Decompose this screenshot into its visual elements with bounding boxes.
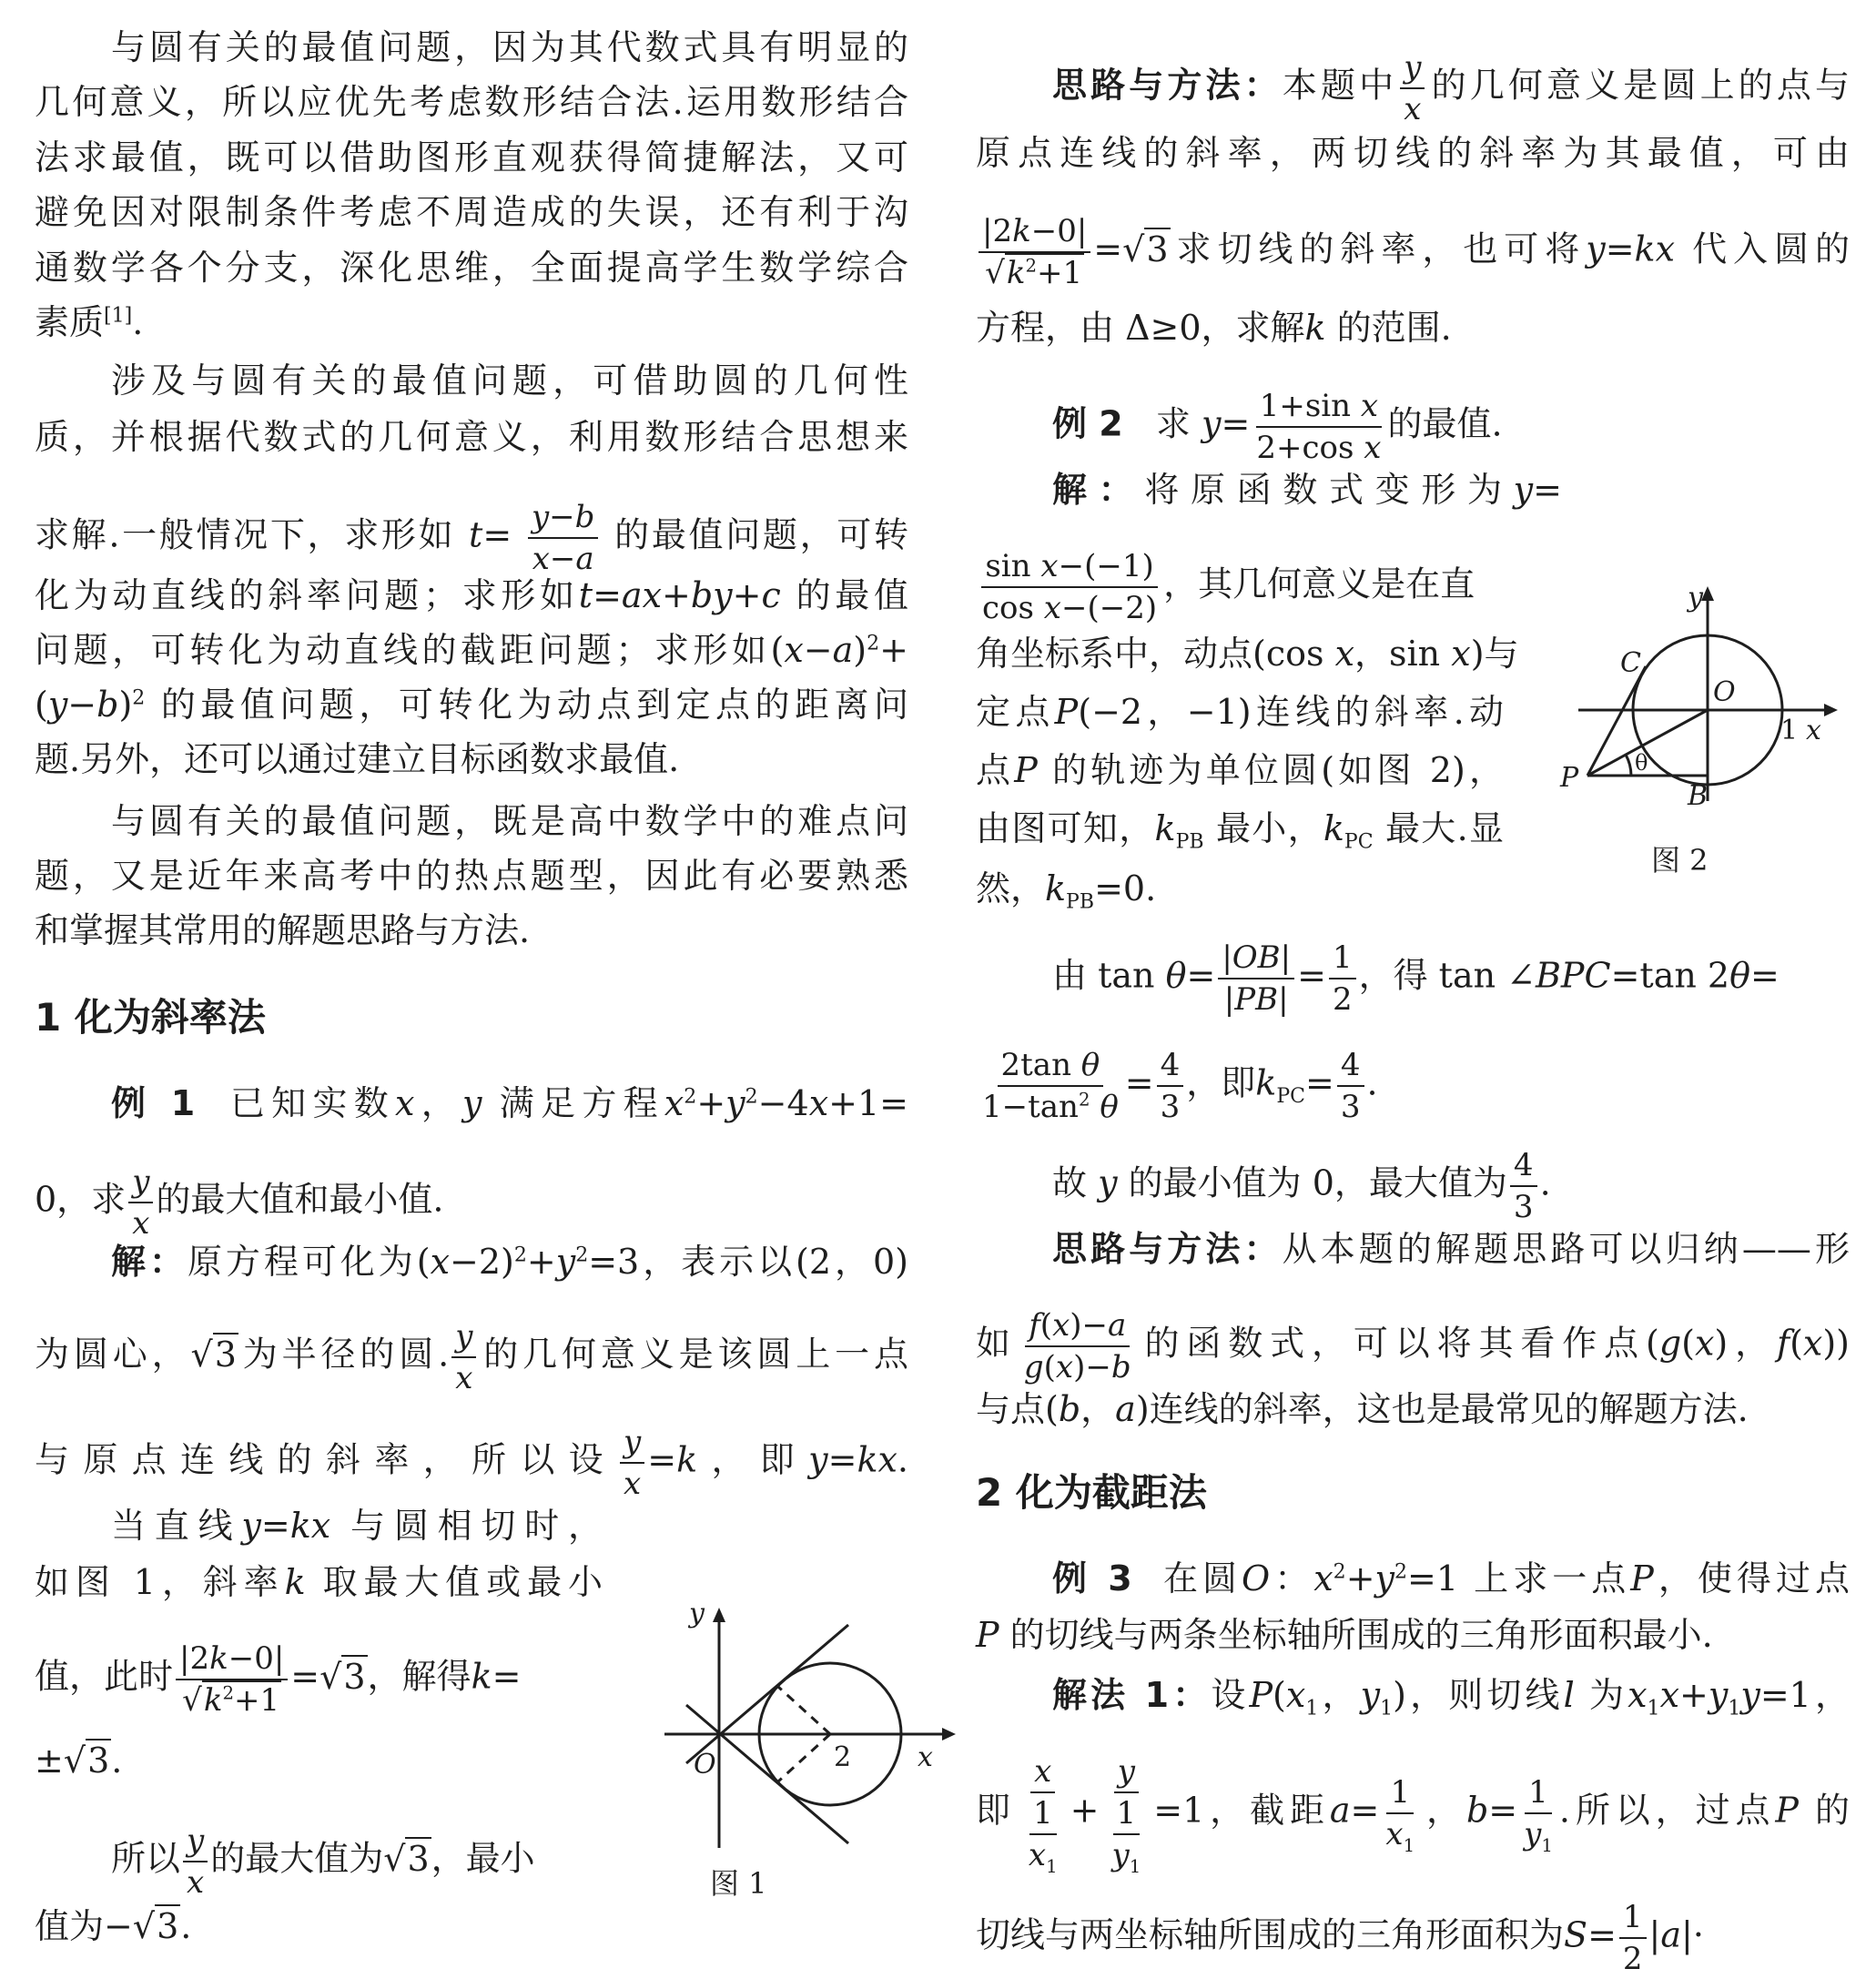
text-line: 由图可知，$k_{PB}$ 最小，$k_{PC}$ 最大.显 [976,808,1504,854]
text-line: $\frac{\text{2tan θ}}{1-\tan^2 \theta}$ = $\frac{4}{3}$ ，即$k_{PC}=$ $\frac{4}{3}$ . [976,1045,1378,1092]
tangent-line-upper [686,1625,848,1763]
y-axis-arrow [713,1608,725,1622]
fraction: $\frac{y}{x}$ [128,1162,153,1243]
citation: [1] [104,304,133,328]
fraction: $\frac{y}{x}$ [183,1821,208,1903]
text-line: 切线与两坐标轴所围成的三角形面积为S= $\frac{1}{2}$ |a|· [976,1899,1704,1977]
text-line: 所以 $\frac{y}{x}$ 的最大值为√3，最小 [111,1822,535,1901]
example-label: 例 3 [1052,1558,1132,1598]
fraction: $\frac{\text{1+sin x}}{\text{2+cos x}}$ [1256,388,1382,466]
fraction: $\frac{y}{x}$ [451,1316,476,1398]
fig2-label-o: O [1713,676,1736,708]
radius-upper [778,1687,830,1734]
x-axis-arrow [1824,704,1838,716]
fig1-label-2: 2 [834,1741,852,1773]
text-line: 定点P(−2，−1)连线的斜率.动 [976,692,1504,732]
text-line: 0，求 $\frac{y}{x}$ 的最大值和最小值. [35,1163,444,1242]
text-line: 与点(b，a)连线的斜率，这也是最常见的解题方法. [976,1389,1749,1429]
text-line: 与圆有关的最值问题，既是高中数学中的难点问 [111,801,908,841]
fraction: $\frac{|2k-0|}{√k^2+1}$ [979,211,1090,293]
text-line: P 的切线与两条坐标轴所围成的三角形面积最小. [976,1615,1713,1655]
text-line: 当直线y=kx 与圆相切时， [111,1506,603,1546]
text-line: $(y-b)^2$ 的最值问题，可转化为动点到定点的距离问 [35,685,908,725]
text-line: 素质[1]. [35,302,144,342]
y-axis-arrow [1701,586,1714,601]
fig2-label-b: B [1688,780,1709,812]
fraction: $\frac{y}{x}$ [1400,47,1425,129]
text-line: 求解.一般情况下，求形如 t= $\frac{y-b}{x-a}$ 的最值问题，可转 [35,499,908,577]
text-line: 例 3 在圆O：$x^2+y^2=1$ 上求一点P，使得过点 [1052,1558,1850,1598]
example-label: 例 1 [111,1083,196,1123]
text-line: 避免因对限制条件考虑不周造成的失误，还有利于沟 [35,192,908,232]
fraction: $\frac{f(x)-a}{g(x)-b}$ [1023,1307,1131,1385]
figure-2 [1551,583,1842,819]
text-line: 与原点连线的斜率，所以设 $\frac{y}{x}$ =k，即y=kx. [35,1424,908,1502]
text-line: 点P 的轨迹为单位圆(如图 2)， [976,750,1504,790]
text-line: 思路与方法：从本题的解题思路可以归纳——形 [1052,1229,1850,1269]
fraction: $\frac{x}{\frac{1}{x_1}}$ [1028,1753,1058,1877]
fig2-label-p: P [1560,762,1579,794]
text-line: 如 $\frac{f(x)-a}{g(x)-b}$ 的函数式，可以将其看作点(g(x)，f(x)) [976,1307,1850,1385]
text-line: 法求最值，既可以借助图形直观获得简捷解法，又可 [35,137,908,178]
fraction: $\frac{4}{3}$ [1510,1145,1537,1227]
text-line: 化为动直线的斜率问题；求形如t=ax+by+c 的最值 [35,575,908,615]
text-line: 例 1 已知实数x，y 满足方程$x^2+y^2-4x+1=$ [111,1083,908,1123]
fig2-label-y: y [1688,583,1703,614]
text-line: $\frac{|2k-0|}{√k^2+1}$ =√3求切线的斜率，也可将y=kx 代入圆的 [976,211,1850,259]
text-line: 如图 1，斜率k 取最大值或最小 [35,1562,603,1602]
text-line: 通数学各个分支，深化思维，全面提高学生数学综合 [35,248,908,288]
text-line: 然，$k_{PB}=0$. [976,868,1157,914]
text-line: $\frac{\text{sin x−(−1)}}{\text{cos x−(−2)}}$ ，其几何意义是在直 [976,546,1504,594]
text-line: 例 2 求 y= $\frac{\text{1+sin x}}{\text{2+cos x}}$ 的最值. [1052,388,1503,466]
text-line: 解：将原函数式变形为y= [1052,470,1562,510]
figure-2-caption: 图 2 [1651,843,1709,878]
fig1-label-o: O [694,1749,716,1781]
solution-label: 解： [1052,470,1145,510]
text-line: 问题，可转化为动直线的截距问题；求形如$(x-a)^2+$ [35,630,908,670]
fig2-label-x: x [1806,715,1821,746]
fig2-label-c: C [1620,647,1641,679]
text-line: 值为−√3. [35,1906,192,1946]
text-line: 为圆心，√3为半径的圆. $\frac{y}{x}$ 的几何意义是该圆上一点 [35,1318,908,1396]
idea-label: 思路与方法： [1052,1229,1283,1269]
section-heading: 1 化为斜率法 [35,995,266,1040]
text-line: 解法 1：设$P(x_1$，$y_1$)，则切线l 为$x_1x+y_1y=1$， [1052,1675,1850,1720]
fraction: $\frac{|2k-0|}{√k^2+1}$ [176,1639,288,1720]
text-line: 与圆有关的最值问题，因为其代数式具有明显的 [111,27,908,67]
fraction: $\frac{\text{sin x−(−1)}}{\text{cos x−(−2)}}$ [982,548,1158,626]
text-line: 涉及与圆有关的最值问题，可借助圆的几何性 [111,360,908,401]
x-axis-arrow [942,1728,956,1741]
radius-lower [778,1734,830,1781]
text-line: 题.另外，还可以通过建立目标函数求最值. [35,739,680,779]
solution-label: 解法 1： [1052,1675,1212,1715]
fig2-label-1: 1 [1780,715,1799,746]
text-line: ±√3. [35,1741,123,1781]
example-label: 例 2 [1052,403,1123,444]
text-line: 思路与方法：本题中 $\frac{y}{x}$ 的几何意义是圆上的点与 [1052,49,1850,127]
solution-label: 解： [111,1242,188,1282]
text-line: 和掌握其常用的解题思路与方法. [35,910,531,950]
fraction: $\frac{1}{2}$ [1619,1897,1647,1979]
text-line: 质，并根据代数式的几何意义，利用数形结合思想来 [35,417,908,457]
text-line: 原点连线的斜率，两切线的斜率为其最值，可由 [976,133,1850,173]
fraction: $\frac{|OB|}{|PB|}$ [1218,938,1294,1020]
text-line: 题，又是近年来高考中的热点题型，因此有必要熟悉 [35,856,908,896]
section-heading: 2 化为截距法 [976,1470,1207,1515]
fraction: $\frac{1}{2}$ [1329,938,1356,1020]
text-line: 解：原方程可化为$(x-2)^2+y^2=3$，表示以(2，0) [111,1242,908,1282]
fraction: $\frac{1}{x_1}$ [1385,1774,1415,1856]
text-line: 由 tan θ= $\frac{|OB|}{|PB|}$ = $\frac{1}{2}$ ，得 tan ∠BPC=tan 2θ= [1052,939,1780,1018]
text-line: 角坐标系中，动点(cos x，sin x)与 [976,634,1519,674]
fraction: $\frac{4}{3}$ [1337,1045,1364,1127]
figure-1-caption: 图 1 [710,1866,767,1901]
text-line: 值，此时 $\frac{|2k-0|}{√k^2+1}$ =√3，解得k= [35,1640,522,1719]
fig2-label-theta: θ [1635,750,1648,776]
theta-arc [1626,755,1631,776]
fraction: $\frac{y}{\frac{1}{y_1}}$ [1111,1753,1141,1877]
figure-1 [628,1602,956,1884]
fig1-label-y: y [689,1602,705,1629]
text-line: 方程，由 Δ≥0，求解k 的范围. [976,308,1452,348]
fig1-label-x: x [918,1741,933,1773]
fraction: $\frac{y-b}{x-a}$ [528,497,598,579]
text-line: 几何意义，所以应优先考虑数形结合法.运用数形结合 [35,82,908,122]
idea-label: 思路与方法： [1052,65,1283,106]
fraction: $\frac{1}{y_1}$ [1524,1774,1553,1856]
text-line: 即 $\frac{x}{\frac{1}{x_1}}$ + $\frac{y}{\frac{1}{y_1}}$ =1，截距a= $\frac{1}{x_1}$ ，b= $\frac{1}{y_1}$ .所以，过点P 的 [976,1753,1850,1877]
fraction: $\frac{y}{x}$ [620,1422,644,1504]
text-line: 故 y 的最小值为 0，最大值为 $\frac{4}{3}$ . [1052,1147,1551,1225]
fraction: $\frac{\text{2tan θ}}{1-\tan^2 \theta}$ [982,1047,1119,1125]
fraction: $\frac{4}{3}$ [1157,1045,1184,1127]
